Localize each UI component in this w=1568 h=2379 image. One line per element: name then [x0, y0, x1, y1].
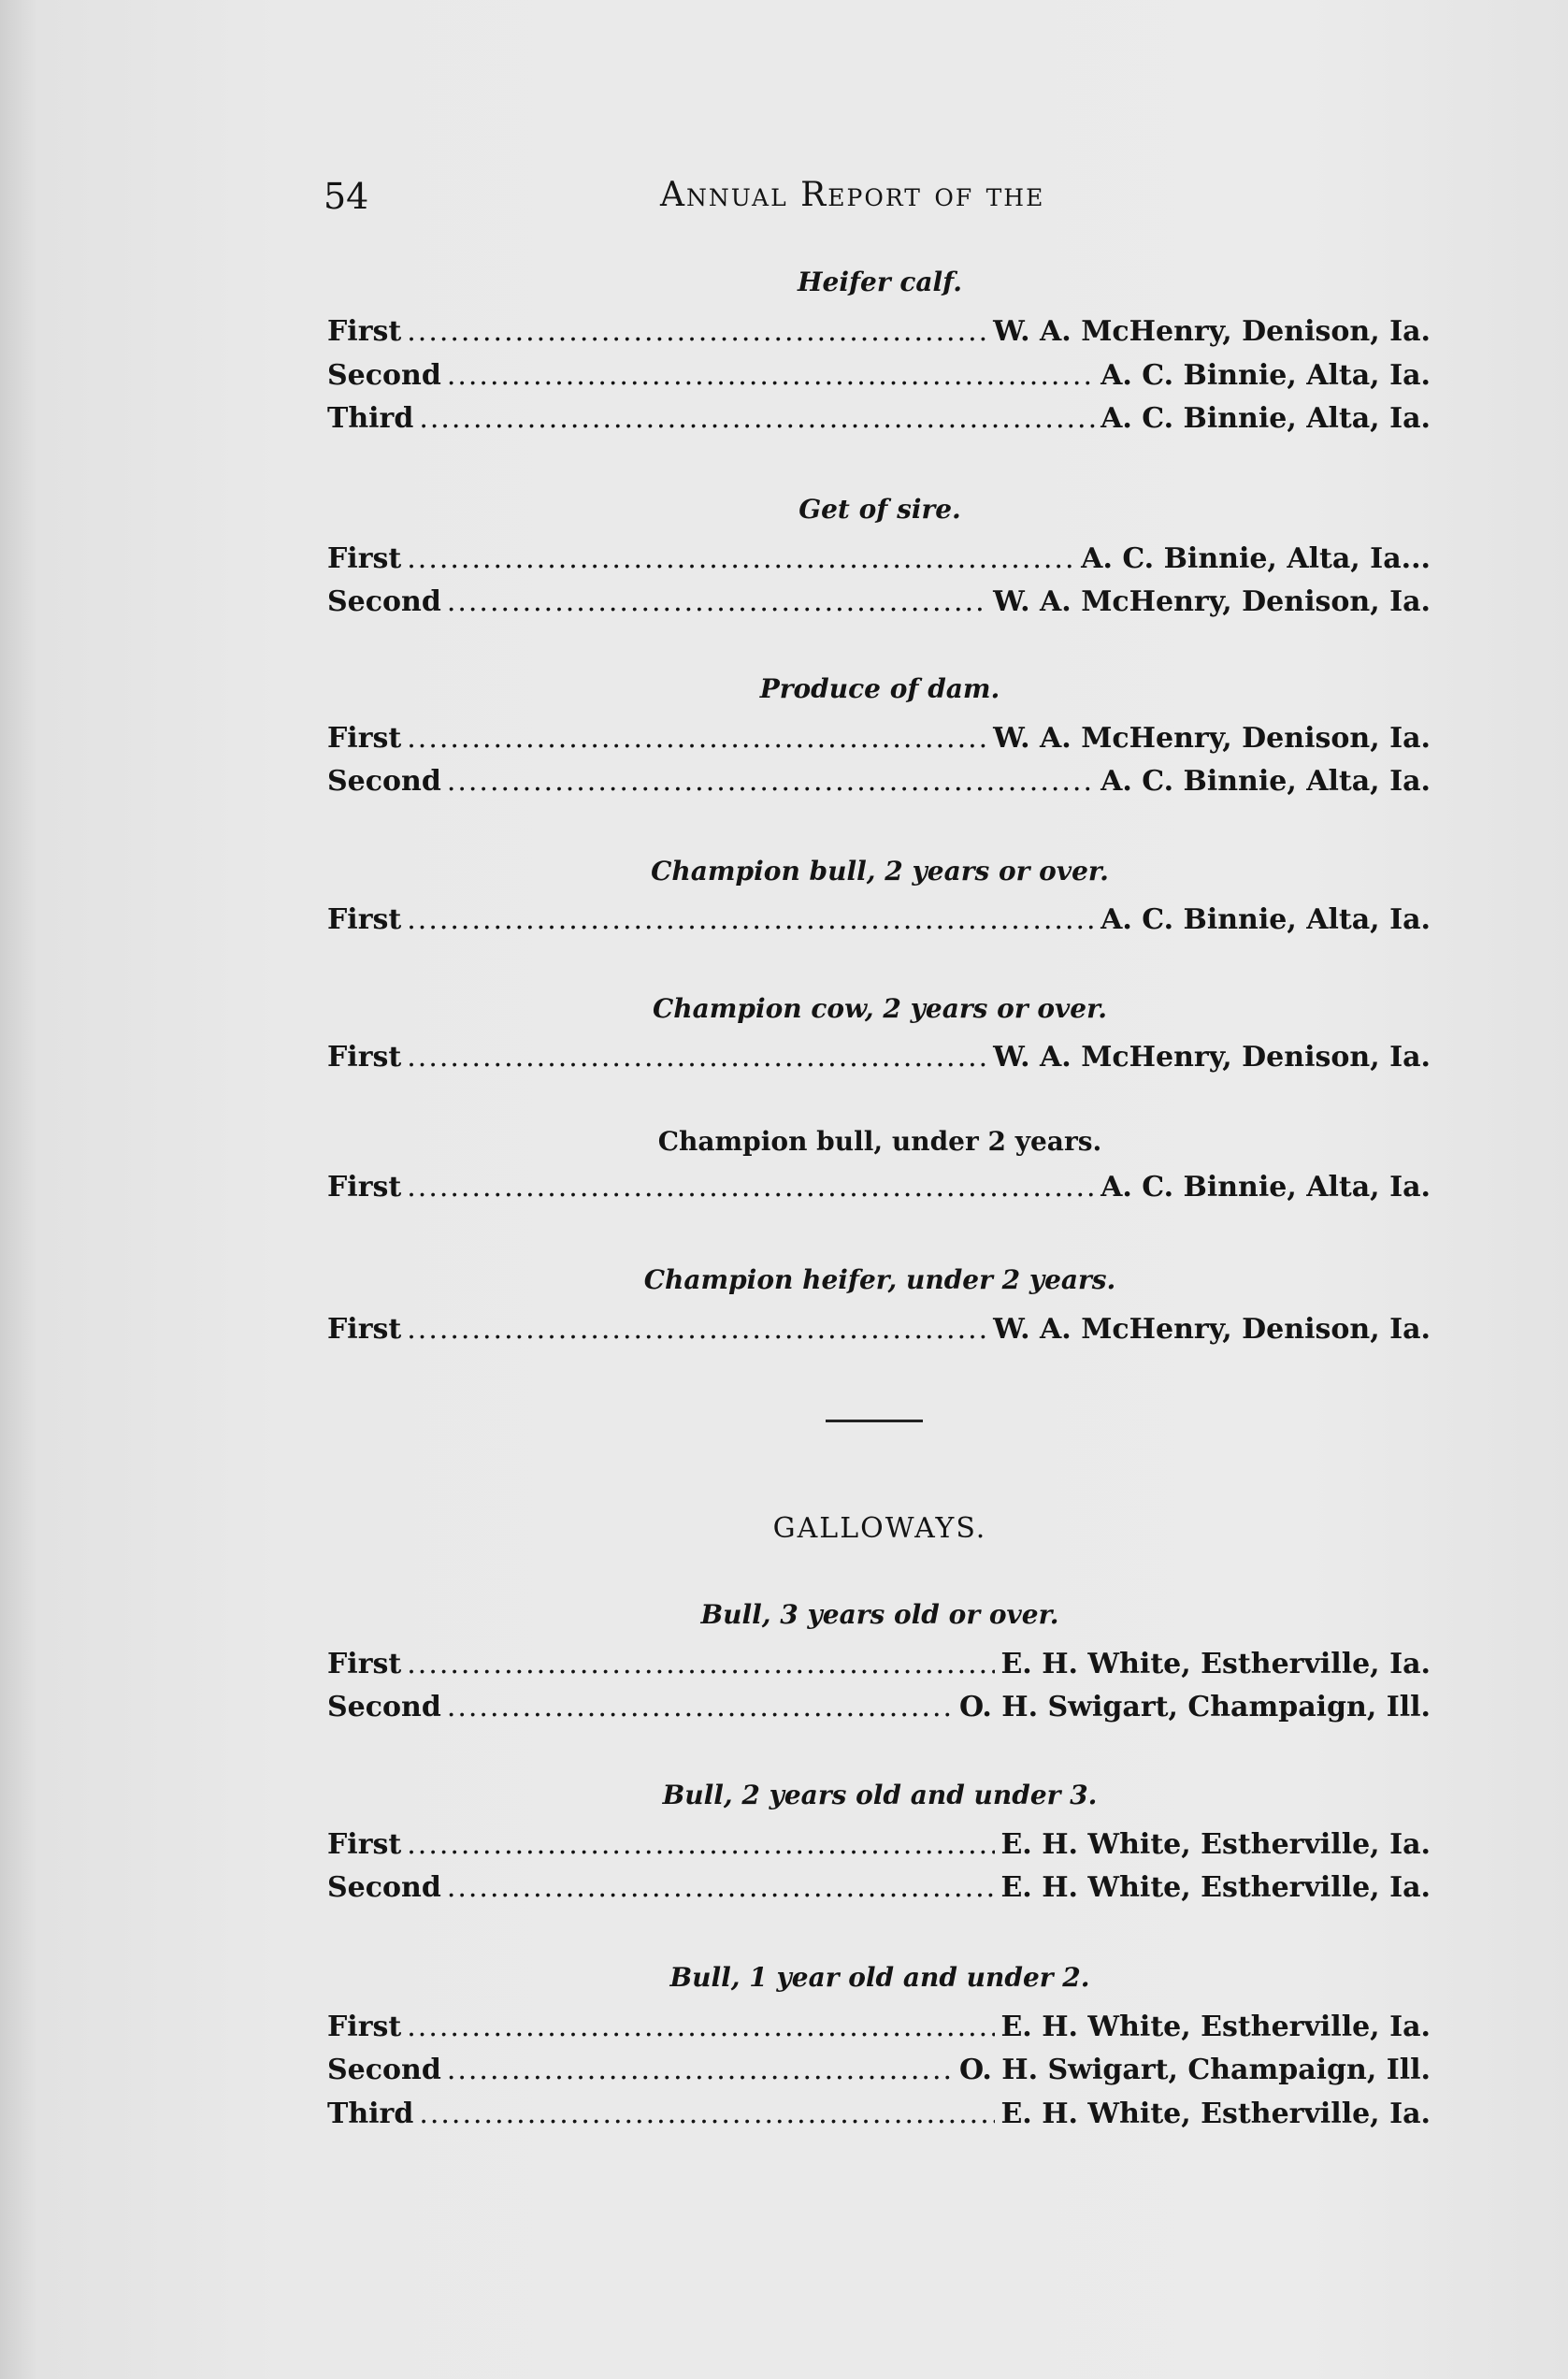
- award-row: [327, 1648, 1431, 1685]
- award-row: [327, 1171, 1431, 1208]
- award-winner: E. H. White, Estherville, Ia.: [1000, 2098, 1431, 2130]
- dot-leader: [447, 1871, 996, 1904]
- award-row: [327, 2054, 1431, 2091]
- dot-leader: [407, 1041, 987, 1074]
- award-place: First: [327, 1171, 402, 1204]
- dot-leader: [407, 2011, 995, 2043]
- award-place: Second: [327, 1691, 441, 1723]
- dot-leader: [447, 585, 987, 618]
- award-row: [327, 765, 1431, 802]
- award-place: First: [327, 1648, 402, 1680]
- award-winner: W. A. McHenry, Denison, Ia.: [993, 1313, 1431, 1346]
- dot-leader: [447, 765, 1095, 798]
- class-title: Champion heifer, under 2 years.: [643, 1264, 1116, 1295]
- award-row: [327, 722, 1431, 759]
- award-row: [327, 542, 1431, 580]
- class-title: Bull, 2 years old and under 3.: [662, 1780, 1098, 1810]
- class-title: Champion bull, under 2 years.: [657, 1126, 1102, 1157]
- award-place: Second: [327, 585, 441, 618]
- award-row: [327, 1871, 1431, 1909]
- dot-leader: [407, 315, 987, 348]
- award-winner: A. C. Binnie, Alta, Ia...: [1081, 542, 1431, 575]
- award-place: Second: [327, 1871, 441, 1904]
- award-place: Third: [327, 2098, 414, 2130]
- dot-leader: [447, 2054, 954, 2086]
- class-title: Heifer calf.: [798, 267, 962, 297]
- award-place: First: [327, 315, 402, 348]
- award-winner: E. H. White, Estherville, Ia.: [1000, 1828, 1431, 1861]
- award-place: Third: [327, 402, 414, 435]
- award-place: First: [327, 903, 402, 936]
- award-place: First: [327, 542, 402, 575]
- dot-leader: [419, 402, 1095, 435]
- award-place: Second: [327, 765, 441, 798]
- award-row: [327, 315, 1431, 353]
- award-winner: A. C. Binnie, Alta, Ia.: [1100, 402, 1431, 435]
- dot-leader: [407, 722, 987, 755]
- dot-leader: [407, 903, 1095, 936]
- award-winner: E. H. White, Estherville, Ia.: [1000, 1648, 1431, 1680]
- award-row: [327, 1691, 1431, 1728]
- award-row: [327, 2011, 1431, 2048]
- dot-leader: [407, 1171, 1095, 1204]
- award-place: First: [327, 1828, 402, 1861]
- class-title: Champion cow, 2 years or over.: [652, 993, 1108, 1024]
- award-place: First: [327, 1313, 402, 1346]
- award-winner: W. A. McHenry, Denison, Ia.: [993, 722, 1431, 755]
- award-row: [327, 1041, 1431, 1078]
- award-winner: A. C. Binnie, Alta, Ia.: [1100, 903, 1431, 936]
- award-row: [327, 359, 1431, 396]
- dot-leader: [407, 1828, 995, 1861]
- class-title: Bull, 1 year old and under 2.: [669, 1962, 1090, 1993]
- award-row: [327, 903, 1431, 941]
- dot-leader: [447, 359, 1095, 392]
- award-place: First: [327, 2011, 402, 2043]
- dot-leader: [407, 1648, 995, 1680]
- page-number: 54: [324, 176, 369, 217]
- class-title: Bull, 3 years old or over.: [700, 1599, 1059, 1630]
- award-place: First: [327, 1041, 402, 1074]
- dot-leader: [407, 1313, 987, 1346]
- award-winner: W. A. McHenry, Denison, Ia.: [993, 1041, 1431, 1074]
- dot-leader: [447, 1691, 954, 1723]
- award-winner: O. H. Swigart, Champaign, Ill.: [959, 1691, 1431, 1723]
- award-winner: A. C. Binnie, Alta, Ia.: [1100, 1171, 1431, 1204]
- award-place: Second: [327, 2054, 441, 2086]
- dot-leader: [407, 542, 1075, 575]
- award-winner: A. C. Binnie, Alta, Ia.: [1100, 359, 1431, 392]
- award-place: Second: [327, 359, 441, 392]
- award-row: [327, 1828, 1431, 1866]
- award-winner: W. A. McHenry, Denison, Ia.: [993, 585, 1431, 618]
- award-row: [327, 402, 1431, 440]
- award-winner: E. H. White, Estherville, Ia.: [1000, 1871, 1431, 1904]
- class-title: Produce of dam.: [759, 673, 1000, 704]
- award-row: [327, 585, 1431, 623]
- class-title: Champion bull, 2 years or over.: [651, 856, 1109, 887]
- award-winner: E. H. White, Estherville, Ia.: [1000, 2011, 1431, 2043]
- award-row: [327, 1313, 1431, 1350]
- page-header: [324, 176, 1436, 232]
- award-winner: O. H. Swigart, Champaign, Ill.: [959, 2054, 1431, 2086]
- running-head: Annual Report of the: [660, 176, 1045, 214]
- award-row: [327, 2098, 1431, 2135]
- section-heading-galloways: GALLOWAYS.: [772, 1512, 987, 1545]
- dot-leader: [419, 2098, 995, 2130]
- class-title: Get of sire.: [798, 494, 961, 525]
- section-divider: [826, 1420, 923, 1422]
- award-winner: W. A. McHenry, Denison, Ia.: [993, 315, 1431, 348]
- award-place: First: [327, 722, 402, 755]
- award-winner: A. C. Binnie, Alta, Ia.: [1100, 765, 1431, 798]
